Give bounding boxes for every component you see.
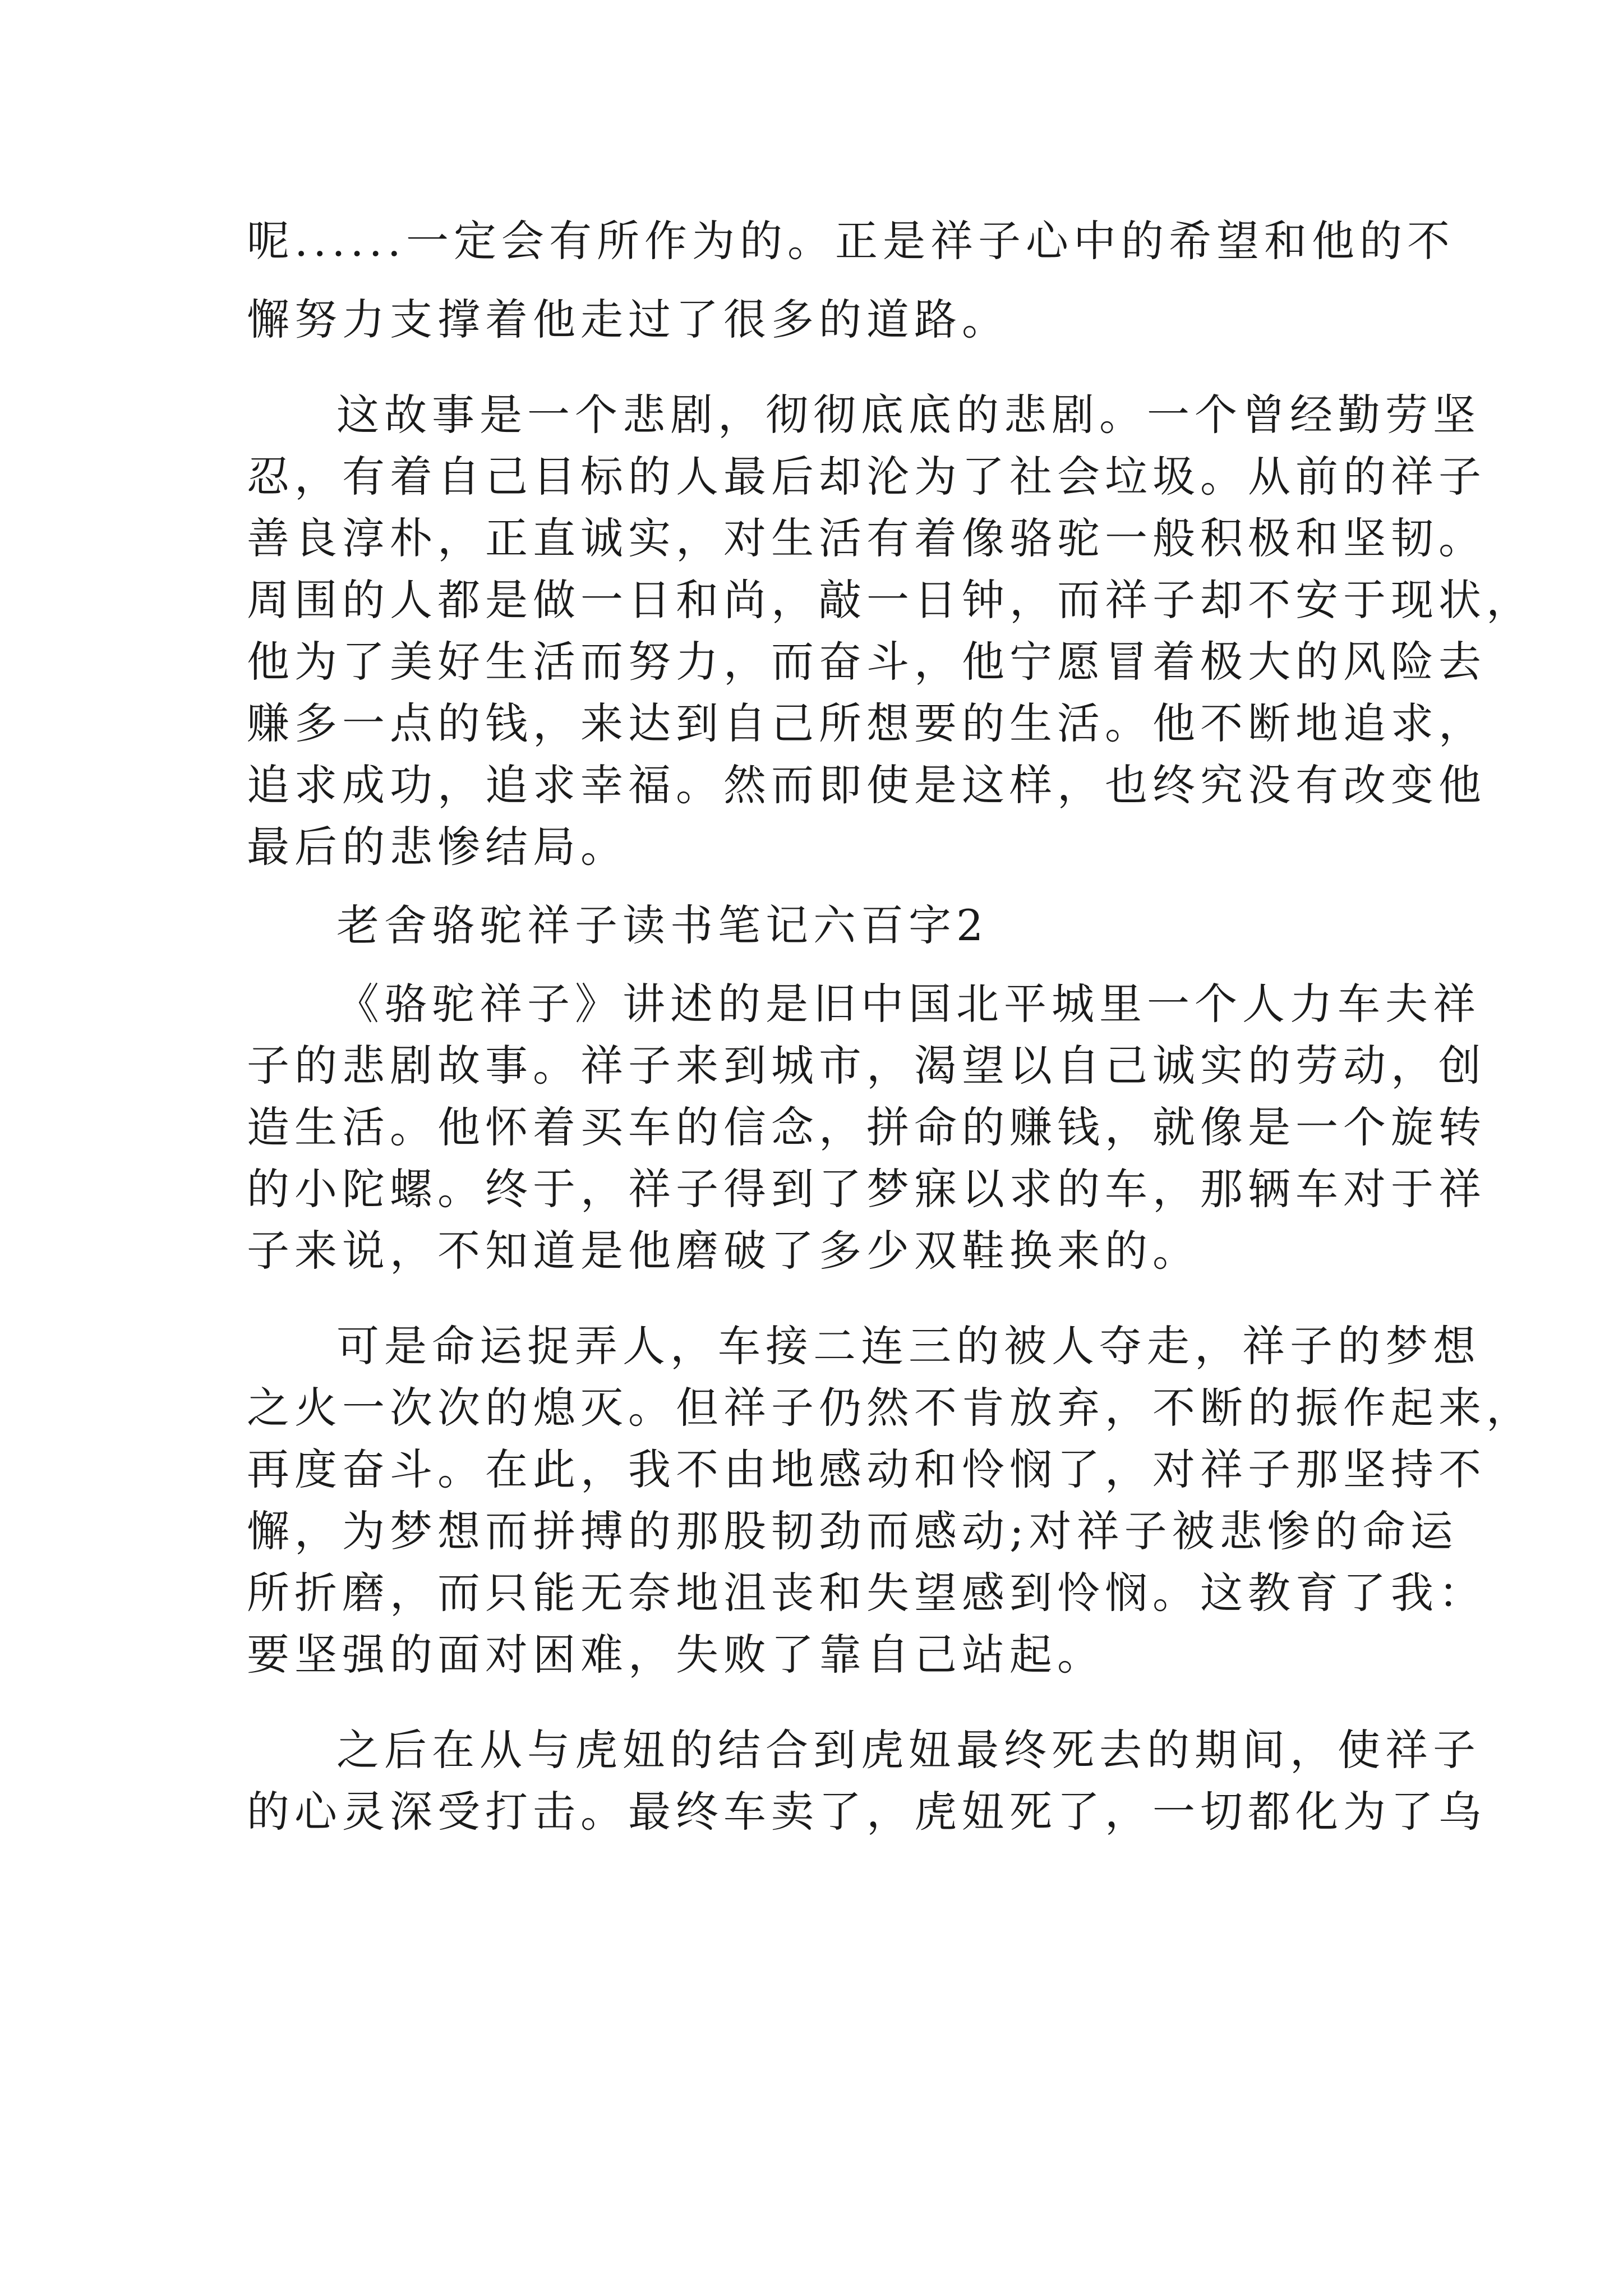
text-line: 《骆驼祥子》讲述的是旧中国北平城里一个人力车夫祥 [336,979,1481,1029]
text-line: 要坚强的面对困难，失败了靠自己站起。 [247,1630,1105,1680]
text-line: 之后在从与虎妞的结合到虎妞最终死去的期间，使祥子 [336,1725,1481,1775]
text-line: 所折磨，而只能无奈地沮丧和失望感到怜悯。这教育了我： [247,1568,1486,1618]
text-line: 懈，为梦想而拼搏的那股韧劲而感动;对祥子被悲惨的命运 [247,1506,1458,1556]
section-heading: 老舍骆驼祥子读书笔记六百字2 [336,900,989,950]
text-line: 再度奋斗。在此，我不由地感动和怜悯了，对祥子那坚持不 [247,1444,1486,1494]
text-line: 可是命运捉弄人，车接二连三的被人夺走，祥子的梦想 [336,1321,1481,1371]
text-line: 子来说，不知道是他磨破了多少双鞋换来的。 [247,1226,1200,1276]
text-line: 懈努力支撑着他走过了很多的道路。 [247,295,1009,344]
text-line: 赚多一点的钱，来达到自己所想要的生活。他不断地追求， [247,698,1486,748]
text-line: 呢......一定会有所作为的。正是祥子心中的希望和他的不 [247,216,1455,266]
text-line: 他为了美好生活而努力，而奋斗，他宁愿冒着极大的风险去 [247,637,1486,687]
text-line: 追求成功，追求幸福。然而即使是这样，也终究没有改变他 [247,760,1486,810]
text-line: 最后的悲惨结局。 [247,822,628,872]
text-line: 造生活。他怀着买车的信念，拼命的赚钱，就像是一个旋转 [247,1102,1486,1152]
text-line: 之火一次次的熄灭。但祥子仍然不肯放弃，不断的振作起来， [247,1383,1534,1433]
text-line: 的心灵深受打击。最终车卖了，虎妞死了，一切都化为了乌 [247,1787,1486,1837]
text-line: 这故事是一个悲剧，彻彻底底的悲剧。一个曾经勤劳坚 [336,390,1481,440]
text-line: 忍，有着自己目标的人最后却沦为了社会垃圾。从前的祥子 [247,452,1486,501]
text-line: 周围的人都是做一日和尚，敲一日钟，而祥子却不安于现状， [247,575,1534,625]
text-line: 子的悲剧故事。祥子来到城市，渴望以自己诚实的劳动，创 [247,1041,1486,1091]
text-line: 善良淳朴，正直诚实，对生活有着像骆驼一般积极和坚韧。 [247,513,1486,563]
text-line: 的小陀螺。终于，祥子得到了梦寐以求的车，那辆车对于祥 [247,1164,1486,1214]
